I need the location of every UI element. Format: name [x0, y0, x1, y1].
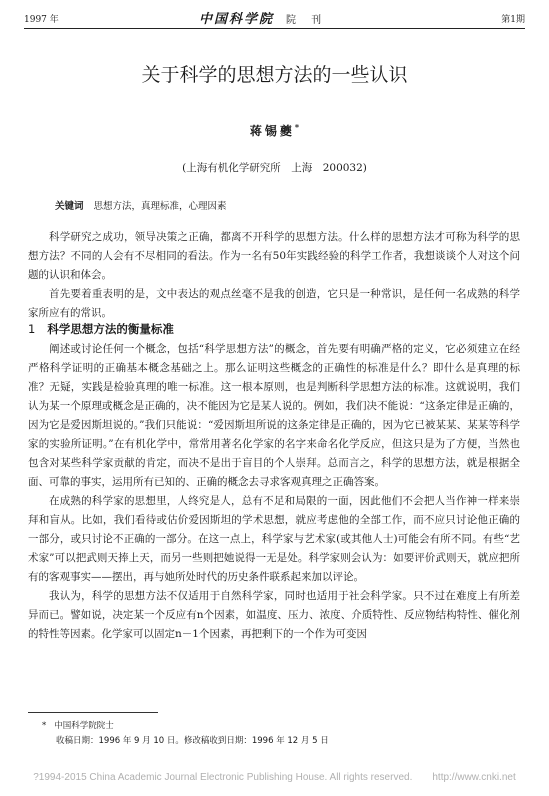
header-rule [24, 28, 525, 29]
footnote-member [42, 719, 114, 731]
section-paragraph: 在成熟的科学家的思想里，人终究是人，总有不足和局限的一面，因此他们不会把人当作神一样来崇拜和盲从。比如，我们看待或估价爱因斯坦的学术思想，就应考虑他的全部工作，而不应只讨论他正确的一部分，或只讨论不正确的一部分。在这一点上，科学家与艺术家(或其他人士)可能会有所不同。有些“艺术家”可以把武则天捧上天，而另一些则把她说得一无是处。科学家则会认为：如要评价武则天，就应把所有的客观事实——摆出，再与她所处时代的历史条件联系起来加以评论。 [28, 495, 520, 583]
section-heading [28, 321, 174, 337]
intro-paragraph: 首先要着重表明的是，文中表达的观点丝毫不是我的创造，它只是一种常识，是任何一名成熟的科学家所应有的常识。 [28, 288, 520, 319]
author-line [0, 122, 549, 139]
article-title: 关于科学的思想方法的一些认识 [141, 64, 408, 86]
footnote-mark: * [42, 721, 47, 731]
footnote-member-text: 中国科学院院士 [54, 721, 114, 731]
header-journal-suffix: 院 刊 [286, 15, 328, 26]
copyright-watermark: ?1994-2015 China Academic Journal Electronic Publishing House. All rights reserved. http://www.cnki.net [33, 772, 516, 783]
section-paragraph: 我认为，科学的思想方法不仅适用于自然科学家，同时也适用于社会科学家。只不过在难度上有所差异而已。譬如说，决定某一个反应有n个因素，如温度、压力、浓度、介质特性、反应物结构特性、催化剂的特性等因素。化学家可以固定n－1个因素，再把剩下的一个作为可变因 [28, 590, 520, 640]
header-year: 1997 年 [24, 15, 59, 25]
header-journal-name: 中国科学院 [199, 12, 275, 27]
section-paragraph: 阐述或讨论任何一个概念，包括“科学思想方法”的概念，首先要有明确严格的定义，它必须建立在经严格科学证明的正确基本概念基础之上。那么证明这些概念的正确性的标准是什么？即什么是真理的标准？无疑，实践是检验真理的唯一标准。这一根本原则，也是判断科学思想方法的标准。这就说明，我们认为某一个原理或概念是正确的，决不能因为它是某人说的。例如，我们决不能说：“这条定律是正确的，因为它是爱因斯坦说的。”我们只能说：“爱因斯坦所说的这条定律是正确的，因为它已被某某、某某等科学家的实验所证明。”在有机化学中，常常用著名化学家的名字来命名化学反应，但这只是为了方便，当然也包含对某些科学家贡献的肯定，而决不是出于盲目的个人崇拜。总而言之，科学的思想方法，就是根据全面、可靠的事实，运用所有已知的、正确的概念去寻求客观真理之正确答案。 [28, 343, 520, 488]
footnote-rule [28, 712, 158, 713]
footnote-dates: 收稿日期：1996 年 9 月 10 日。修改稿收到日期：1996 年 12 月 5 日 [56, 736, 329, 746]
section-number: 1 [28, 322, 36, 336]
keywords-text: 思想方法，真理标准，心理因素 [93, 201, 227, 212]
keywords-label: 关键词 [55, 201, 84, 212]
header-issue: 第1期 [501, 15, 525, 25]
section-body [28, 340, 520, 644]
section-title: 科学思想方法的衡量标准 [47, 322, 174, 336]
author-name: 蒋锡夔 [249, 124, 295, 138]
keywords [55, 198, 227, 212]
intro-paragraph: 科学研究之成功，领导决策之正确，都离不开科学的思想方法。什么样的思想方法才可称为科学的思想方法？不同的人会有不尽相同的看法。作为一名有50年实践经验的科学工作者，我想谈谈个人对这个问题的认识和体会。 [28, 231, 520, 281]
affiliation: (上海有机化学研究所 上海 200032) [182, 162, 367, 174]
intro-body [28, 228, 520, 323]
running-header [24, 8, 525, 26]
author-footnote-mark: * [294, 122, 300, 132]
